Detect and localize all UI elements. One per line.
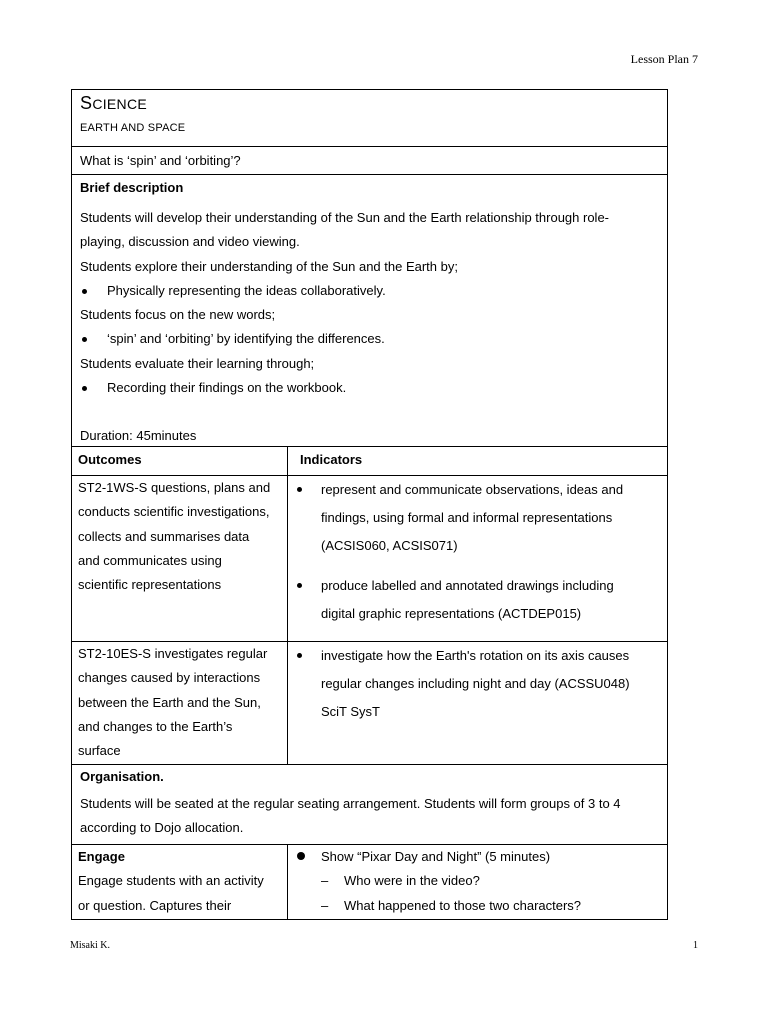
lesson-plan-table	[71, 89, 668, 920]
engage-item: Show “Pixar Day and Night” (5 minutes)	[294, 845, 661, 869]
brief-description	[72, 174, 667, 446]
title-block	[72, 90, 667, 146]
organisation-line: according to Dojo allocation.	[80, 820, 244, 836]
organisation-section	[72, 764, 667, 844]
indicator-item: investigate how the Earth's rotation on its axis causes regular changes including night and day (ACSSU048) SciT SysT	[294, 642, 661, 726]
bullet-item: Physically representing the ideas collaboratively.	[80, 279, 659, 303]
outcome-cell: ST2-1WS-S questions, plans and conducts scientific investigations, collects and summarises data and communicates using scientific representations	[72, 476, 288, 641]
subject-title: SCIENCE	[80, 93, 148, 113]
engage-cell	[72, 845, 288, 919]
description-line: Students will develop their understanding of the Sun and the Earth relationship through role-	[80, 210, 610, 225]
outcome-row	[72, 641, 667, 764]
bullet-item: Recording their findings on the workbook.	[80, 376, 659, 400]
description-line: Students evaluate their learning through;	[80, 355, 315, 371]
description-heading: Brief description	[80, 180, 184, 195]
footer-author: Misaki K.	[70, 940, 110, 951]
engage-line: Engage students with an activity	[78, 873, 264, 889]
outcomes-header: Outcomes	[72, 447, 288, 475]
page-header: Lesson Plan 7	[630, 52, 698, 66]
engage-subitem: – Who were in the video?	[321, 873, 480, 889]
organisation-line: Students will be seated at the regular seating arrangement. Students will form groups of 3 to 4	[80, 796, 621, 811]
indicator-cell	[288, 642, 667, 764]
engage-line: or question. Captures their	[78, 897, 232, 913]
engage-heading: Engage	[78, 849, 125, 864]
indicators-header: Indicators	[300, 452, 363, 467]
duration: Duration: 45minutes	[80, 428, 197, 444]
indicator-cell	[288, 476, 667, 641]
page-number: 1	[693, 940, 698, 951]
indicator-item: represent and communicate observations, ideas and findings, using formal and informal representations (ACSIS060, ACSIS071)	[294, 476, 661, 560]
engage-subitem: – What happened to those two characters?	[321, 897, 582, 913]
outcome-row	[72, 475, 667, 641]
bullet-item: ‘spin’ and ‘orbiting’ by identifying the differences.	[80, 327, 659, 351]
engage-activity-cell	[288, 845, 667, 919]
description-line: playing, discussion and video viewing.	[80, 234, 300, 250]
indicator-item: produce labelled and annotated drawings including digital graphic representations (ACTDEP015)	[294, 572, 661, 628]
organisation-heading: Organisation.	[80, 769, 164, 784]
engage-row	[72, 844, 667, 919]
outcome-cell: ST2-10ES-S investigates regular changes caused by interactions between the Earth and the Sun, and changes to the Earth’s surface	[72, 642, 288, 764]
description-line: Students explore their understanding of the Sun and the Earth by;	[80, 258, 458, 274]
outcomes-header-row	[72, 446, 667, 475]
lesson-question: What is ‘spin’ and ‘orbiting’?	[72, 146, 667, 174]
description-line: Students focus on the new words;	[80, 307, 276, 323]
topic-label: EARTH AND SPACE	[80, 122, 186, 134]
